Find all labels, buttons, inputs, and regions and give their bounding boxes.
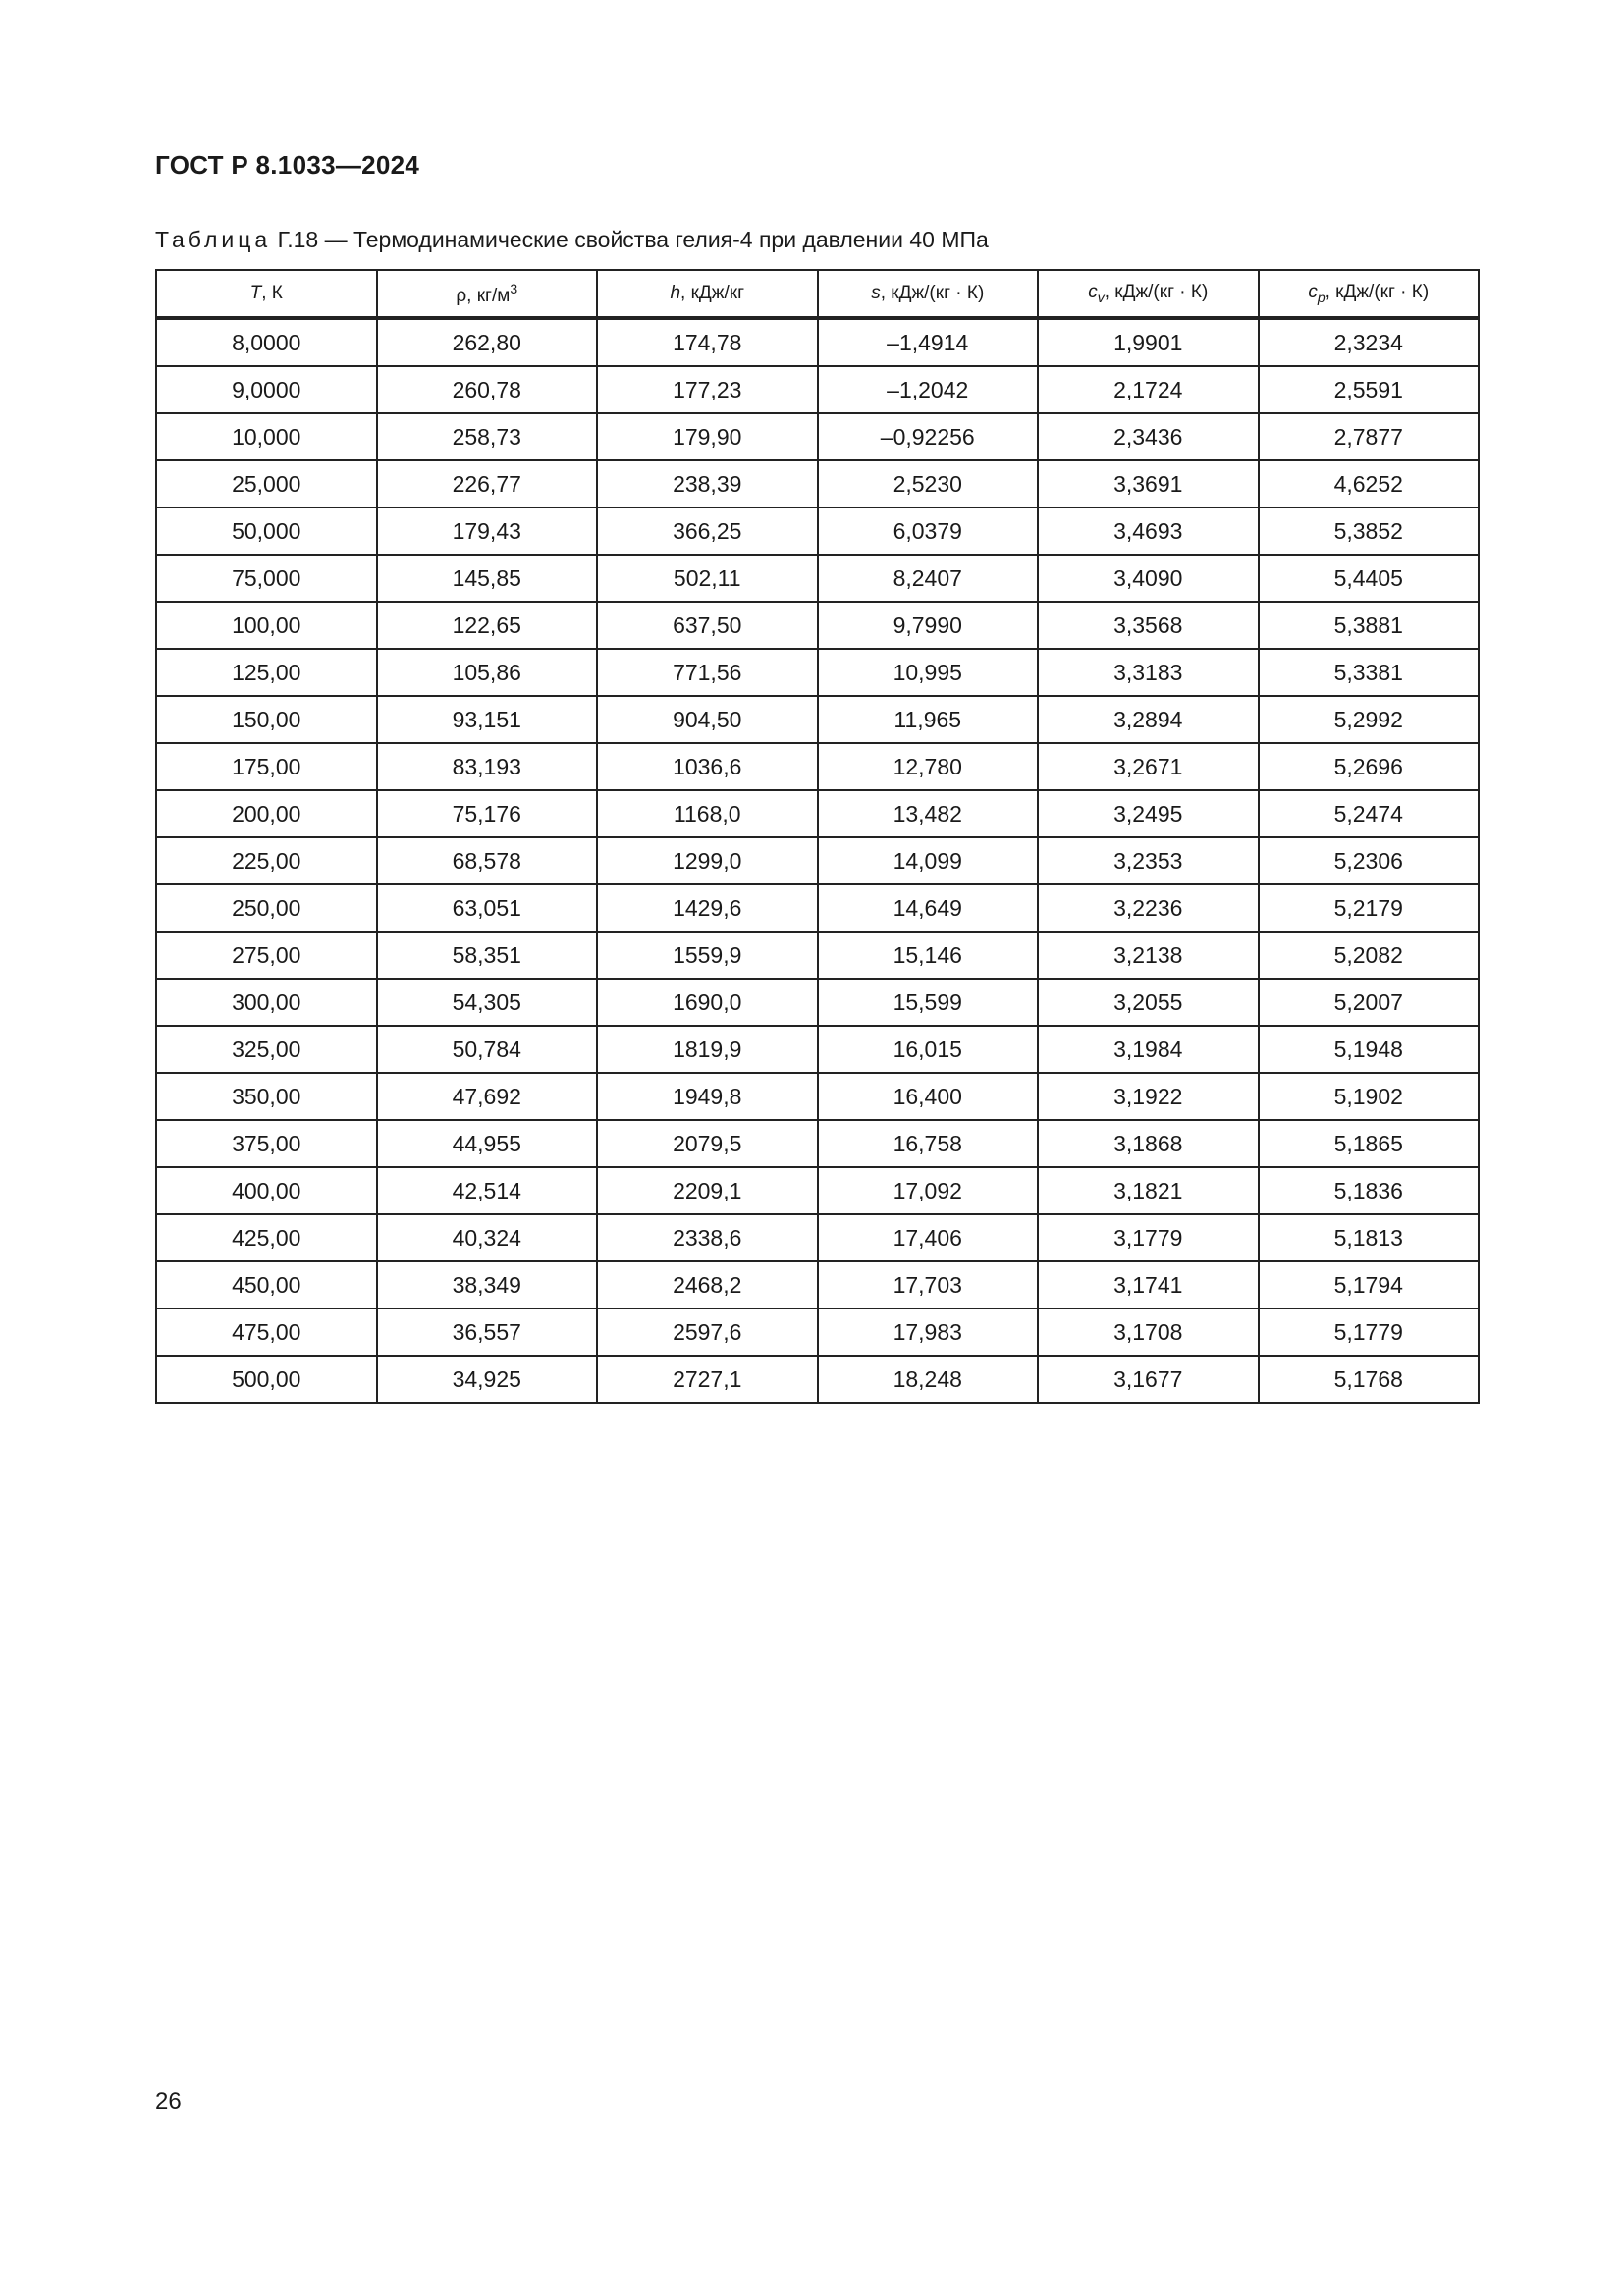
table-cell: 771,56	[597, 649, 818, 696]
table-cell: 1299,0	[597, 837, 818, 884]
table-row	[156, 1120, 1479, 1167]
table-cell: 36,557	[377, 1308, 598, 1356]
table-cell: 1559,9	[597, 932, 818, 979]
table-cell: 3,1708	[1038, 1308, 1259, 1356]
table-cell: 3,2495	[1038, 790, 1259, 837]
table-cell: 5,1779	[1259, 1308, 1480, 1356]
table-row	[156, 1356, 1479, 1403]
table-cell: 238,39	[597, 460, 818, 507]
table-cell: 10,995	[818, 649, 1039, 696]
table-cell: 2,3436	[1038, 413, 1259, 460]
table-cell: –1,2042	[818, 366, 1039, 413]
table-row	[156, 932, 1479, 979]
table-cell: 11,965	[818, 696, 1039, 743]
table-row	[156, 743, 1479, 790]
table-cell: 100,00	[156, 602, 377, 649]
table-cell: 16,015	[818, 1026, 1039, 1073]
table-cell: 5,2992	[1259, 696, 1480, 743]
column-header-cv: $c_v$, кДж/(кг · К)	[1038, 270, 1259, 318]
table-cell: 3,3568	[1038, 602, 1259, 649]
table-cell: 83,193	[377, 743, 598, 790]
table-row	[156, 413, 1479, 460]
table-cell: 2,3234	[1259, 318, 1480, 366]
table-cell: 9,0000	[156, 366, 377, 413]
table-row	[156, 696, 1479, 743]
table-cell: 63,051	[377, 884, 598, 932]
table-cell: 15,599	[818, 979, 1039, 1026]
table-cell: 8,0000	[156, 318, 377, 366]
table-caption-label: Таблица	[155, 227, 272, 252]
table-cell: 47,692	[377, 1073, 598, 1120]
table-cell: 3,1984	[1038, 1026, 1259, 1073]
table-cell: 3,2671	[1038, 743, 1259, 790]
column-header-temperature: T, К	[156, 270, 377, 318]
table-cell: 174,78	[597, 318, 818, 366]
table-row	[156, 1308, 1479, 1356]
table-cell: 1,9901	[1038, 318, 1259, 366]
table-cell: 5,3852	[1259, 507, 1480, 555]
table-cell: 2,5230	[818, 460, 1039, 507]
table-cell: –1,4914	[818, 318, 1039, 366]
table-cell: 200,00	[156, 790, 377, 837]
table-cell: 125,00	[156, 649, 377, 696]
table-cell: 2597,6	[597, 1308, 818, 1356]
table-cell: 12,780	[818, 743, 1039, 790]
table-cell: 175,00	[156, 743, 377, 790]
table-cell: 150,00	[156, 696, 377, 743]
table-cell: 1690,0	[597, 979, 818, 1026]
table-cell: 2,7877	[1259, 413, 1480, 460]
table-cell: 375,00	[156, 1120, 377, 1167]
table-cell: 68,578	[377, 837, 598, 884]
table-cell: 3,1741	[1038, 1261, 1259, 1308]
table-cell: 325,00	[156, 1026, 377, 1073]
table-row	[156, 979, 1479, 1026]
table-cell: 5,2007	[1259, 979, 1480, 1026]
table-cell: –0,92256	[818, 413, 1039, 460]
table-row	[156, 460, 1479, 507]
table-cell: 5,2306	[1259, 837, 1480, 884]
table-cell: 38,349	[377, 1261, 598, 1308]
table-cell: 5,1813	[1259, 1214, 1480, 1261]
table-cell: 225,00	[156, 837, 377, 884]
table-row	[156, 837, 1479, 884]
table-cell: 179,43	[377, 507, 598, 555]
table-cell: 3,1821	[1038, 1167, 1259, 1214]
table-row	[156, 507, 1479, 555]
table-cell: 9,7990	[818, 602, 1039, 649]
table-cell: 2338,6	[597, 1214, 818, 1261]
table-cell: 1036,6	[597, 743, 818, 790]
table-cell: 14,649	[818, 884, 1039, 932]
table-cell: 2727,1	[597, 1356, 818, 1403]
table-row	[156, 1026, 1479, 1073]
table-cell: 3,1922	[1038, 1073, 1259, 1120]
table-cell: 15,146	[818, 932, 1039, 979]
table-cell: 3,2894	[1038, 696, 1259, 743]
document-header: ГОСТ Р 8.1033—2024	[155, 150, 420, 180]
table-row	[156, 318, 1479, 366]
table-cell: 5,2082	[1259, 932, 1480, 979]
table-cell: 5,3381	[1259, 649, 1480, 696]
table-cell: 1819,9	[597, 1026, 818, 1073]
table-row	[156, 1167, 1479, 1214]
table-cell: 3,2138	[1038, 932, 1259, 979]
table-cell: 1168,0	[597, 790, 818, 837]
table-cell: 275,00	[156, 932, 377, 979]
table-cell: 13,482	[818, 790, 1039, 837]
table-cell: 34,925	[377, 1356, 598, 1403]
table-cell: 2,1724	[1038, 366, 1259, 413]
table-cell: 3,2055	[1038, 979, 1259, 1026]
table-cell: 1429,6	[597, 884, 818, 932]
table-body	[156, 318, 1479, 1403]
table-cell: 8,2407	[818, 555, 1039, 602]
table-cell: 904,50	[597, 696, 818, 743]
table-cell: 50,784	[377, 1026, 598, 1073]
table-cell: 262,80	[377, 318, 598, 366]
table-cell: 425,00	[156, 1214, 377, 1261]
table-cell: 260,78	[377, 366, 598, 413]
table-cell: 17,983	[818, 1308, 1039, 1356]
table-cell: 50,000	[156, 507, 377, 555]
table-cell: 2209,1	[597, 1167, 818, 1214]
table-cell: 350,00	[156, 1073, 377, 1120]
table-cell: 5,3881	[1259, 602, 1480, 649]
table-cell: 450,00	[156, 1261, 377, 1308]
table-cell: 300,00	[156, 979, 377, 1026]
table-cell: 5,2179	[1259, 884, 1480, 932]
table-row	[156, 1261, 1479, 1308]
table-cell: 5,2474	[1259, 790, 1480, 837]
column-header-enthalpy: h, кДж/кг	[597, 270, 818, 318]
table-cell: 44,955	[377, 1120, 598, 1167]
column-header-cp: $c_p$, кДж/(кг · К)	[1259, 270, 1480, 318]
table-cell: 54,305	[377, 979, 598, 1026]
table-cell: 75,176	[377, 790, 598, 837]
table-cell: 3,2353	[1038, 837, 1259, 884]
table-row	[156, 555, 1479, 602]
table-cell: 3,2236	[1038, 884, 1259, 932]
table-cell: 177,23	[597, 366, 818, 413]
table-cell: 3,3183	[1038, 649, 1259, 696]
table-cell: 5,1768	[1259, 1356, 1480, 1403]
table-cell: 2079,5	[597, 1120, 818, 1167]
table-cell: 366,25	[597, 507, 818, 555]
table-cell: 14,099	[818, 837, 1039, 884]
table-cell: 122,65	[377, 602, 598, 649]
table-cell: 250,00	[156, 884, 377, 932]
table-cell: 4,6252	[1259, 460, 1480, 507]
table-cell: 93,151	[377, 696, 598, 743]
column-header-entropy: s, кДж/(кг · К)	[818, 270, 1039, 318]
table-cell: 5,1836	[1259, 1167, 1480, 1214]
page-number: 26	[155, 2088, 182, 2114]
table-cell: 3,1677	[1038, 1356, 1259, 1403]
table-cell: 5,1902	[1259, 1073, 1480, 1120]
table-cell: 17,092	[818, 1167, 1039, 1214]
table-row	[156, 649, 1479, 696]
table-row	[156, 1073, 1479, 1120]
table-cell: 637,50	[597, 602, 818, 649]
table-cell: 10,000	[156, 413, 377, 460]
table-cell: 5,2696	[1259, 743, 1480, 790]
table-cell: 502,11	[597, 555, 818, 602]
table-row	[156, 884, 1479, 932]
column-header-density: ρ, $кг/м^3$	[377, 270, 598, 318]
table-cell: 5,1948	[1259, 1026, 1480, 1073]
table-cell: 258,73	[377, 413, 598, 460]
table-cell: 2,5591	[1259, 366, 1480, 413]
table-cell: 2468,2	[597, 1261, 818, 1308]
table-cell: 17,703	[818, 1261, 1039, 1308]
table-cell: 58,351	[377, 932, 598, 979]
table-cell: 1949,8	[597, 1073, 818, 1120]
table-cell: 42,514	[377, 1167, 598, 1214]
table-cell: 5,1865	[1259, 1120, 1480, 1167]
table-cell: 3,1868	[1038, 1120, 1259, 1167]
table-cell: 25,000	[156, 460, 377, 507]
table-caption-text: Г.18 — Термодинамические свойства гелия-4 при давлении 40 МПа	[277, 227, 989, 252]
table-row	[156, 366, 1479, 413]
table-cell: 16,400	[818, 1073, 1039, 1120]
table-cell: 6,0379	[818, 507, 1039, 555]
table-cell: 3,1779	[1038, 1214, 1259, 1261]
table-cell: 500,00	[156, 1356, 377, 1403]
table-header-row	[156, 270, 1479, 318]
table-cell: 5,1794	[1259, 1261, 1480, 1308]
table-cell: 179,90	[597, 413, 818, 460]
table-row	[156, 1214, 1479, 1261]
table-cell: 3,4090	[1038, 555, 1259, 602]
table-cell: 400,00	[156, 1167, 377, 1214]
table-cell: 40,324	[377, 1214, 598, 1261]
table-cell: 5,4405	[1259, 555, 1480, 602]
table-cell: 226,77	[377, 460, 598, 507]
table-cell: 3,4693	[1038, 507, 1259, 555]
table-caption	[155, 227, 989, 253]
table-cell: 105,86	[377, 649, 598, 696]
table-cell: 16,758	[818, 1120, 1039, 1167]
table-cell: 75,000	[156, 555, 377, 602]
table-row	[156, 602, 1479, 649]
table-cell: 18,248	[818, 1356, 1039, 1403]
table-cell: 3,3691	[1038, 460, 1259, 507]
table-cell: 17,406	[818, 1214, 1039, 1261]
table-row	[156, 790, 1479, 837]
table-cell: 145,85	[377, 555, 598, 602]
thermodynamic-properties-table	[155, 269, 1480, 1404]
table-cell: 475,00	[156, 1308, 377, 1356]
